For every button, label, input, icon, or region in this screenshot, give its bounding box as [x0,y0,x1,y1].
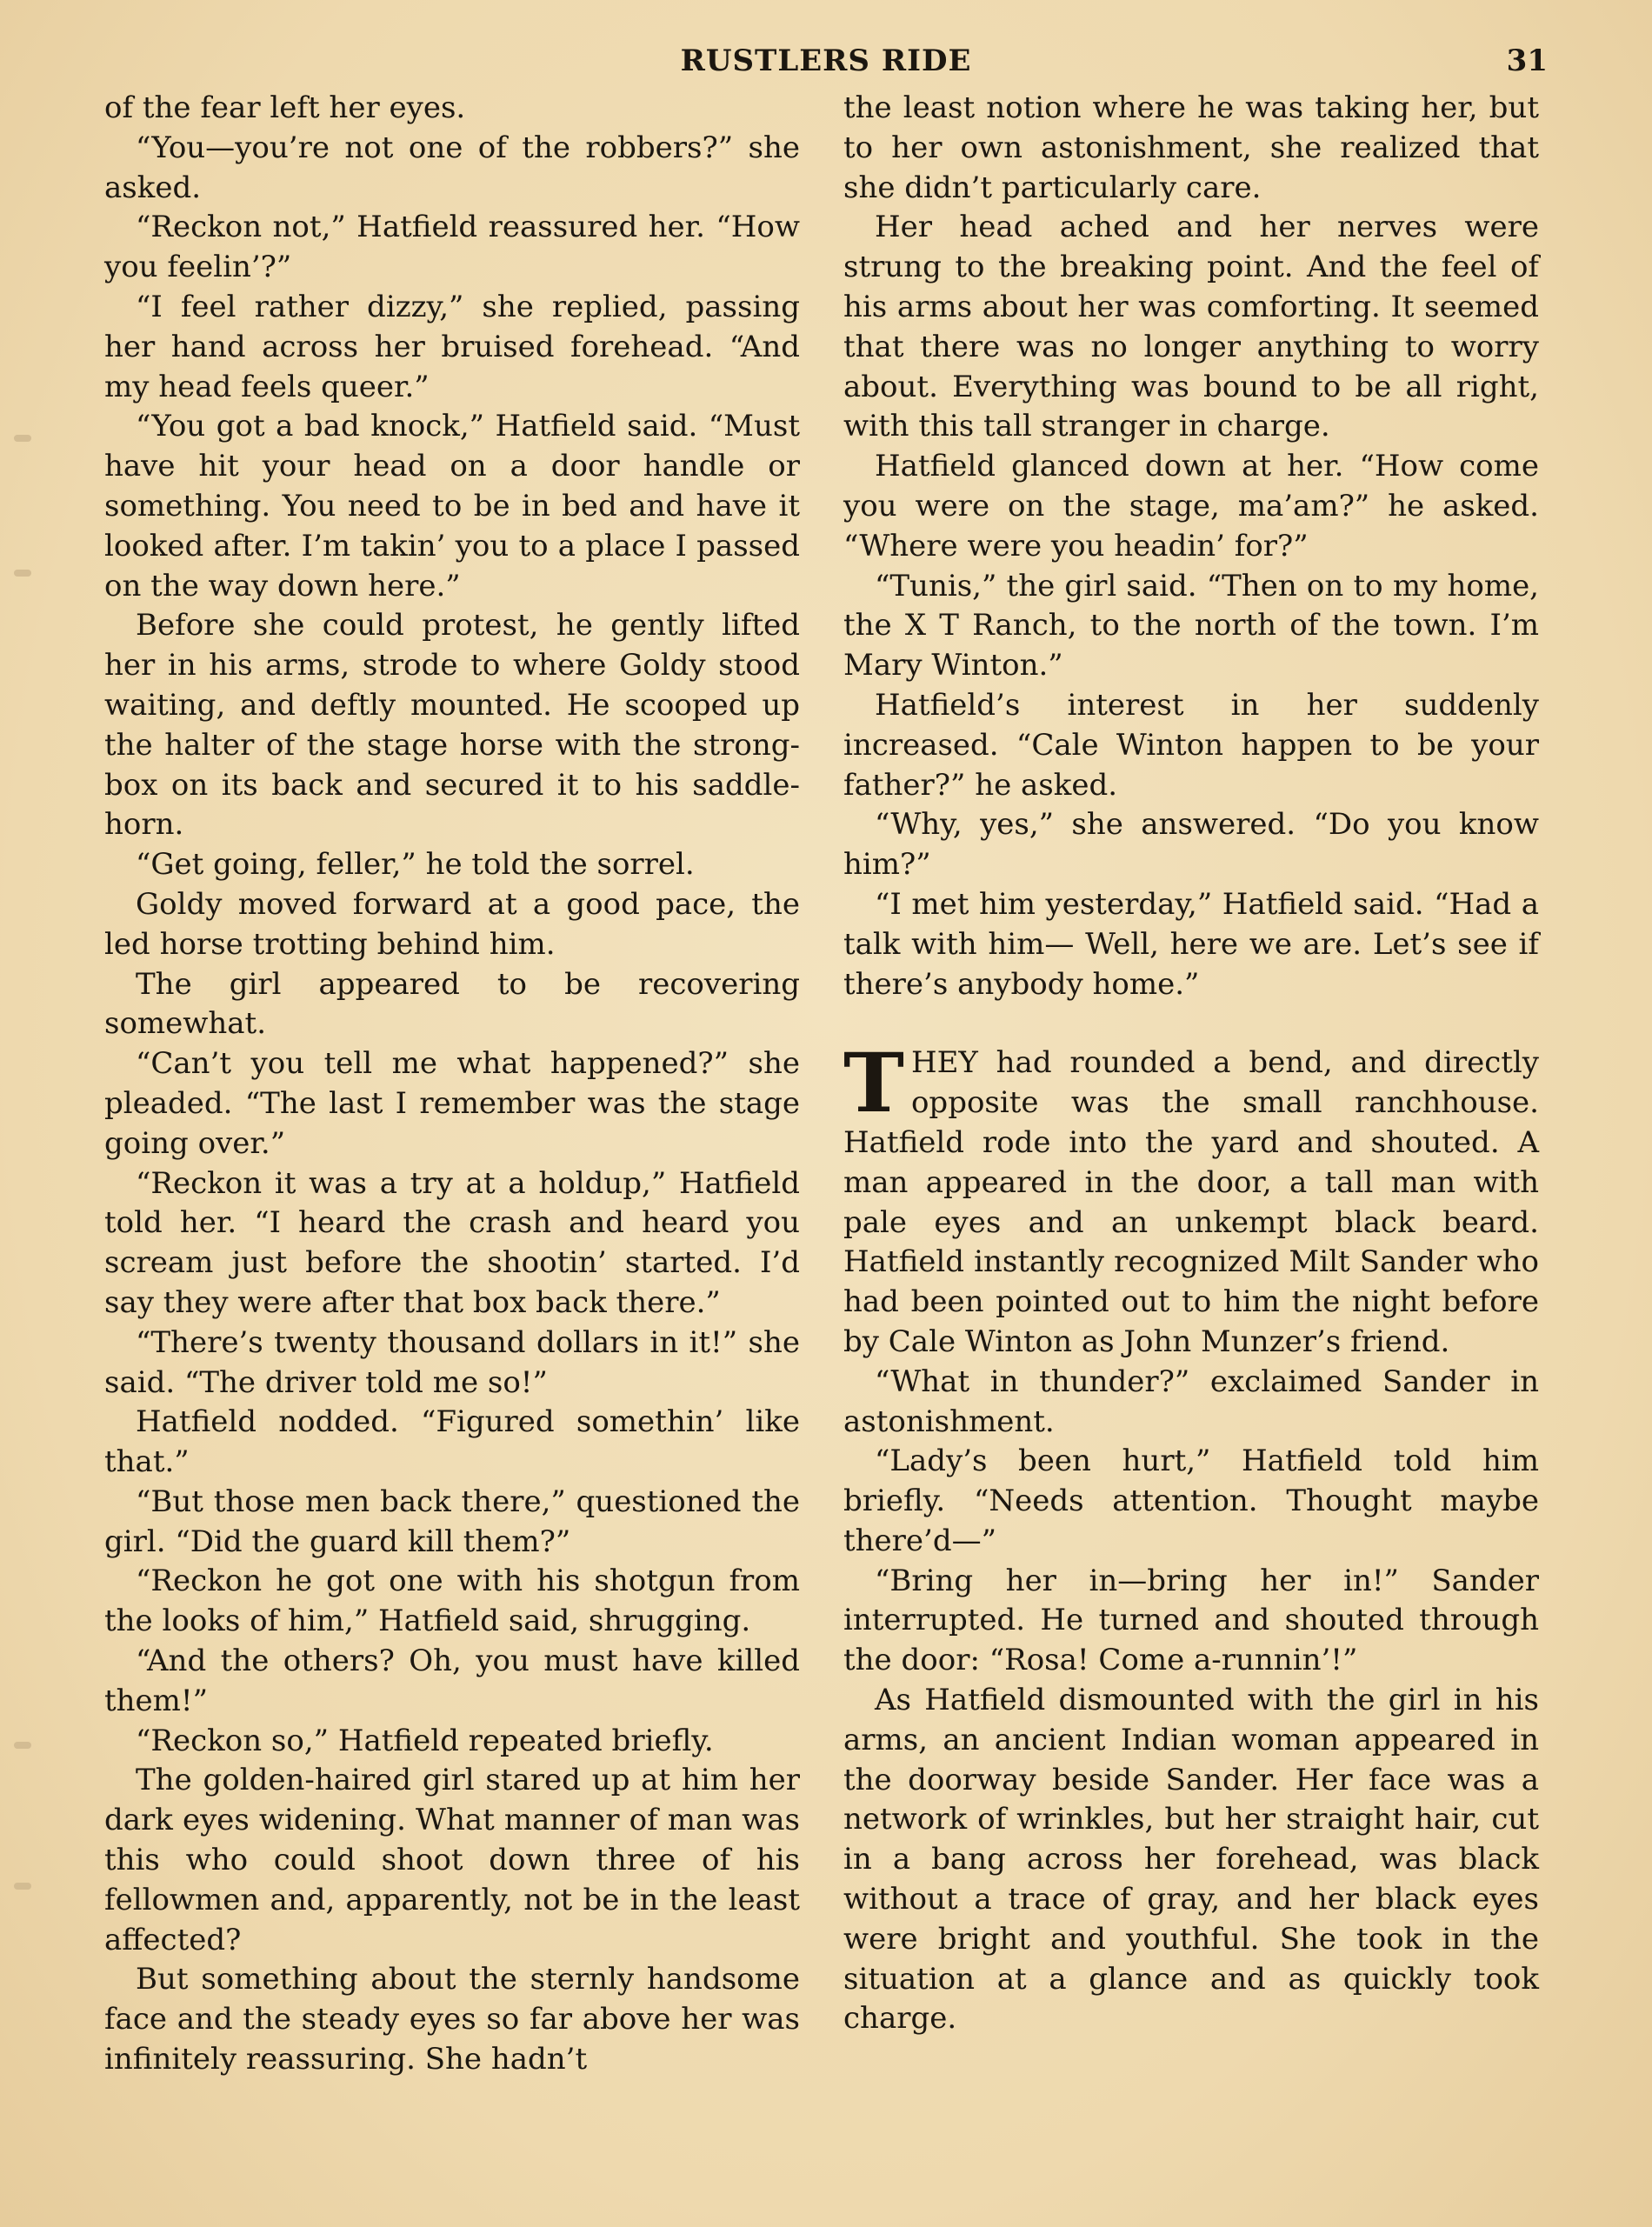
section-opening-text: HEY had rounded a bend, and directly opposite was the small ranchhouse. Hatfield rode into the yard and shouted. A man appeared in the door, a tall man with pale eyes and an unkempt black beard. Hatfield instantly recognized Milt Sander who had been pointed out to him the night before by Cale Winton as John Munzer’s friend. [843,1045,1539,1359]
paragraph: Hatfield glanced down at her. “How come you were on the stage, ma’am?” he asked. “Where were you headin’ for?” [843,449,1539,563]
paragraph: Hatfield nodded. “Figured somethin’ like that.” [104,1404,800,1480]
paragraph: “Lady’s been hurt,” Hatfield told him briefly. “Needs attention. Thought maybe there’d—” [843,1444,1539,1558]
paragraph: “I feel rather dizzy,” she replied, passing her hand across her bruised forehead. “And my head feels queer.” [104,289,800,404]
paragraph: “Bring her in—bring her in!” Sander interrupted. He turned and shouted through the door: “Rosa! Come a-runnin’!” [843,1563,1539,1678]
paragraph: “You—you’re not one of the robbers?” she asked. [104,130,800,205]
paragraph: But something about the sternly handsome face and the steady eyes so far above her was infinitely reassuring. She hadn’t [104,1962,800,2077]
paragraph: “What in thunder?” exclaimed Sander in astonishment. [843,1364,1539,1439]
paragraph: “Tunis,” the girl said. “Then on to my home, the X T Ranch, to the north of the town. I’m Mary Winton.” [843,568,1539,683]
paragraph: “Can’t you tell me what happened?” she pleaded. “The last I remember was the stage going over.” [104,1046,800,1161]
margin-stain [14,570,31,577]
paragraph: As Hatfield dismounted with the girl in his arms, an ancient Indian woman appeared in the doorway beside Sander. Her face was a network of wrinkles, but her straight hair, cut in a bang across her forehead, was black without a trace of gray, and her black eyes were bright and youthful. She took in the situation at a glance and as quickly took charge. [843,1683,1539,2037]
left-column [104,89,800,2080]
paragraph: “There’s twenty thousand dollars in it!” she said. “The driver told me so!” [104,1324,800,1400]
paragraph: “Reckon not,” Hatfield reassured her. “How you feelin’?” [104,210,800,285]
paragraph: “You got a bad knock,” Hatfield said. “Must have hit your head on a door handle or something. You need to be in bed and have it looked after. I’m takin’ you to a place I passed on the way down here.” [104,409,800,603]
running-title: RUSTLERS RIDE [680,43,972,78]
right-column [843,89,1539,2039]
page-number: 31 [1506,43,1548,78]
drop-cap: T [843,1036,904,1132]
paragraph: “But those men back there,” questioned the girl. “Did the guard kill them?” [104,1484,800,1559]
paragraph: of the fear left her eyes. [104,90,466,125]
paragraph: “And the others? Oh, you must have killed them!” [104,1644,800,1718]
paragraph: “Reckon it was a try at a holdup,” Hatfield told her. “I heard the crash and heard you scream just before the shootin’ started. I’d say they were after that box back there.” [104,1165,800,1320]
paragraph: Goldy moved forward at a good pace, the led horse trotting behind him. [104,886,800,962]
paragraph: “Why, yes,” she answered. “Do you know him?” [843,807,1539,883]
margin-stain [14,1742,31,1749]
paragraph: “I met him yesterday,” Hatfield said. “Had a talk with him— Well, here we are. Let’s see if there’s anybody home.” [843,886,1539,1002]
page-header [104,43,1548,87]
paragraph: “Get going, feller,” he told the sorrel. [136,847,695,883]
paragraph: the least notion where he was taking her, but to her own astonishment, she realized that she didn’t particularly care. [843,90,1539,205]
paragraph: “Reckon so,” Hatfield repeated briefly. [136,1723,714,1758]
margin-stain [14,435,31,442]
margin-stain [14,1883,31,1890]
paragraph: Hatfield’s interest in her suddenly increased. “Cale Winton happen to be your father?” he asked. [843,687,1539,803]
section-opening [843,1036,1539,1362]
paragraph: The girl appeared to be recovering somewhat. [104,966,800,1042]
paragraph: Before she could protest, he gently lifted her in his arms, strode to where Goldy stood waiting, and deftly mounted. He scooped up the halter of the stage horse with the strong-box on its back and secured it to his saddle-horn. [104,608,800,843]
paragraph: Her head ached and her nerves were strung to the breaking point. And the feel of his arms about her was comforting. It seemed that there was no longer anything to worry about. Everything was bound to be all right, with this tall stranger in charge. [843,210,1539,444]
paragraph: “Reckon he got one with his shotgun from the looks of him,” Hatfield said, shrugging. [104,1564,800,1639]
paragraph: The golden-haired girl stared up at him her dark eyes widening. What manner of man was this who could shoot down three of his fellowmen and, apparently, not be in the least affected? [104,1763,800,1957]
